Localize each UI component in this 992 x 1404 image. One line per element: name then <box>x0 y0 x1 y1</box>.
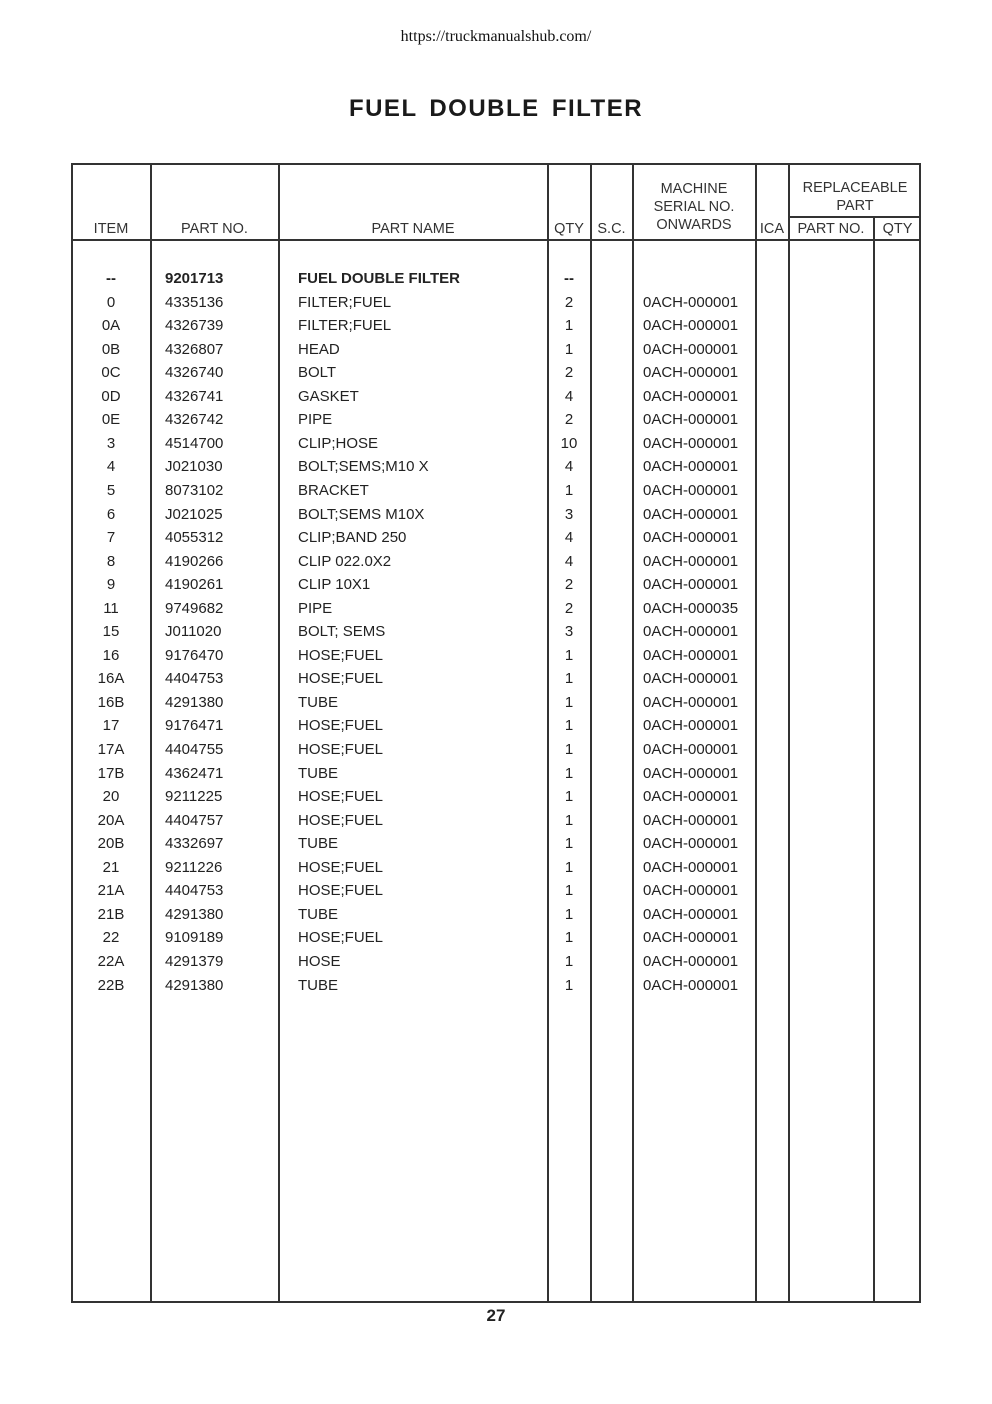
qty-cell: 1 <box>564 976 574 994</box>
page-title: FUEL DOUBLE FILTER <box>348 95 644 122</box>
serial-cell: 0ACH-000001 <box>643 976 739 994</box>
serial-cell: 0ACH-000001 <box>643 764 739 782</box>
part-name-cell: BRACKET <box>298 481 369 499</box>
table-row <box>0 600 992 622</box>
part-name-cell: BOLT; SEMS <box>298 623 386 641</box>
qty-cell: 1 <box>564 317 574 335</box>
table-row <box>0 576 992 598</box>
part-name-cell: TUBE <box>298 976 339 994</box>
part-name-cell: TUBE <box>298 835 339 853</box>
table-row <box>0 294 992 316</box>
qty-cell: 1 <box>564 858 574 876</box>
table-row <box>0 482 992 504</box>
part-name-cell: HOSE;FUEL <box>298 882 384 900</box>
part-no-cell: 4362471 <box>165 764 224 782</box>
table-row <box>0 647 992 669</box>
item-cell: 0 <box>106 293 116 311</box>
part-name-cell: FILTER;FUEL <box>298 293 392 311</box>
table-row <box>0 364 992 386</box>
serial-cell: 0ACH-000001 <box>643 458 739 476</box>
serial-cell: 0ACH-000001 <box>643 293 739 311</box>
item-cell: 11 <box>103 599 119 617</box>
qty-cell: 1 <box>564 693 574 711</box>
table-row <box>0 929 992 951</box>
table-row <box>0 458 992 480</box>
qty-cell: 1 <box>564 646 574 664</box>
item-cell: 16B <box>97 693 125 711</box>
part-name-cell: CLIP 10X1 <box>298 576 371 594</box>
serial-cell: 0ACH-000001 <box>643 552 739 570</box>
table-row <box>0 906 992 928</box>
qty-cell: 1 <box>564 764 574 782</box>
item-cell: 20 <box>102 788 120 806</box>
item-cell: 0E <box>101 411 121 429</box>
item-cell: 21 <box>102 858 120 876</box>
table-row <box>0 317 992 339</box>
table-row <box>0 270 992 292</box>
part-name-cell: HOSE;FUEL <box>298 670 384 688</box>
page-number: 27 <box>486 1306 506 1325</box>
part-no-cell: 4291380 <box>165 693 224 711</box>
header-replaceable-part-no: PART NO. <box>797 221 865 237</box>
item-cell: 22 <box>102 929 120 947</box>
item-cell: 22A <box>97 952 125 970</box>
header-item: ITEM <box>93 221 129 237</box>
qty-cell: 1 <box>564 905 574 923</box>
table-row <box>0 765 992 787</box>
part-no-cell: 9176470 <box>165 646 224 664</box>
serial-cell: 0ACH-000001 <box>643 576 739 594</box>
part-name-cell: CLIP;BAND 250 <box>298 529 407 547</box>
item-cell: 7 <box>106 529 116 547</box>
part-no-cell: 4404753 <box>165 882 224 900</box>
qty-cell: 4 <box>564 529 574 547</box>
serial-cell: 0ACH-000001 <box>643 529 739 547</box>
serial-cell: 0ACH-000001 <box>643 952 739 970</box>
serial-cell: 0ACH-000001 <box>643 340 739 358</box>
part-name-cell: BOLT;SEMS M10X <box>298 505 425 523</box>
item-cell: 22B <box>97 976 125 994</box>
part-name-cell: BOLT;SEMS;M10 X <box>298 458 429 476</box>
table-row <box>0 788 992 810</box>
part-no-cell: J021030 <box>165 458 223 476</box>
item-cell: 17 <box>102 717 120 735</box>
header-part-no: PART NO. <box>181 221 248 237</box>
serial-cell: 0ACH-000001 <box>643 788 739 806</box>
part-name-cell: HOSE;FUEL <box>298 811 384 829</box>
part-name-cell: HOSE <box>298 952 341 970</box>
serial-cell: 0ACH-000001 <box>643 434 739 452</box>
item-cell: 21B <box>97 905 125 923</box>
table-row <box>0 859 992 881</box>
part-no-cell: 4514700 <box>165 434 224 452</box>
part-name-cell: GASKET <box>298 387 359 405</box>
part-no-cell: 9211225 <box>165 788 223 806</box>
part-no-cell: J011020 <box>165 623 222 641</box>
part-no-cell: 4326739 <box>165 317 224 335</box>
item-cell: 20A <box>97 811 125 829</box>
qty-cell: 3 <box>564 505 574 523</box>
serial-cell: 0ACH-000001 <box>643 623 739 641</box>
serial-cell: 0ACH-000001 <box>643 905 739 923</box>
part-name-cell: CLIP;HOSE <box>298 434 379 452</box>
header-replaceable-line2: PART <box>836 198 874 214</box>
table-row <box>0 411 992 433</box>
qty-cell: 1 <box>564 340 574 358</box>
qty-cell: 2 <box>564 364 574 382</box>
part-no-cell: 4291379 <box>165 952 224 970</box>
item-cell: 20B <box>97 835 125 853</box>
serial-cell: 0ACH-000001 <box>643 693 739 711</box>
header-replaceable-qty: QTY <box>882 221 913 237</box>
qty-cell: 2 <box>564 576 574 594</box>
item-cell: 9 <box>106 576 116 594</box>
serial-cell: 0ACH-000001 <box>643 481 739 499</box>
serial-cell: 0ACH-000001 <box>643 741 739 758</box>
serial-cell: 0ACH-000001 <box>643 646 739 664</box>
qty-cell: 1 <box>564 835 574 853</box>
part-name-cell: HOSE;FUEL <box>298 717 384 735</box>
item-cell: 0D <box>101 387 121 405</box>
serial-cell: 0ACH-000001 <box>643 505 739 523</box>
table-row <box>0 812 992 834</box>
part-no-cell: 4190266 <box>165 552 224 570</box>
qty-cell: 1 <box>564 481 574 499</box>
serial-cell: 0ACH-000001 <box>643 717 739 735</box>
serial-cell: 0ACH-000001 <box>643 858 739 876</box>
part-name-cell: PIPE <box>298 411 333 429</box>
qty-cell: 2 <box>564 293 574 311</box>
qty-cell: 1 <box>564 952 574 970</box>
part-name-cell: HOSE;FUEL <box>298 741 384 758</box>
part-no-cell: 4404753 <box>165 670 224 688</box>
part-no-cell: 4404755 <box>165 741 224 758</box>
table-row <box>0 977 992 999</box>
qty-cell: 4 <box>564 552 574 570</box>
table-row <box>0 717 992 739</box>
qty-cell: 4 <box>564 387 574 405</box>
item-cell: 16A <box>97 670 125 688</box>
header-machine-line2: SERIAL NO. <box>653 199 735 215</box>
table-row <box>0 623 992 645</box>
header-machine-line1: MACHINE <box>660 181 728 197</box>
serial-cell: 0ACH-000001 <box>643 835 739 853</box>
table-row <box>0 953 992 975</box>
table-row <box>0 341 992 363</box>
qty-cell: 4 <box>564 458 574 476</box>
serial-cell: 0ACH-000001 <box>643 387 739 405</box>
serial-cell: 0ACH-000001 <box>643 411 739 429</box>
item-cell: 16 <box>102 646 120 664</box>
part-name-cell: FILTER;FUEL <box>298 317 392 335</box>
part-no-cell: 4190261 <box>165 576 224 594</box>
part-no-cell: 4335136 <box>165 293 224 311</box>
part-no-cell: J021025 <box>165 505 223 523</box>
part-name-cell: HOSE;FUEL <box>298 788 384 806</box>
table-row <box>0 694 992 716</box>
part-no-cell: 9201713 <box>165 270 224 287</box>
serial-cell: 0ACH-000001 <box>643 929 739 947</box>
item-cell: 4 <box>106 458 116 476</box>
item-cell: 17B <box>97 764 125 782</box>
qty-cell: 1 <box>564 788 574 806</box>
table-row <box>0 506 992 528</box>
item-cell: 0A <box>101 317 121 335</box>
item-cell: 6 <box>106 505 116 523</box>
item-cell: 0C <box>101 364 121 382</box>
part-no-cell: 4404757 <box>165 811 224 829</box>
qty-cell: -- <box>564 270 574 287</box>
table-row <box>0 835 992 857</box>
part-no-cell: 9176471 <box>165 717 224 735</box>
qty-cell: 2 <box>564 599 574 617</box>
qty-cell: 1 <box>564 811 574 829</box>
serial-cell: 0ACH-000001 <box>643 364 739 382</box>
item-cell: -- <box>106 270 116 287</box>
part-no-cell: 4055312 <box>165 529 224 547</box>
part-no-cell: 4332697 <box>165 835 224 853</box>
part-no-cell: 4326740 <box>165 364 224 382</box>
part-no-cell: 4326807 <box>165 340 224 358</box>
part-name-cell: HOSE;FUEL <box>298 858 384 876</box>
part-no-cell: 9109189 <box>165 929 224 947</box>
subheader-divider <box>788 216 921 218</box>
part-name-cell: BOLT <box>298 364 337 382</box>
qty-cell: 2 <box>564 411 574 429</box>
table-row <box>0 529 992 551</box>
part-name-cell: TUBE <box>298 905 339 923</box>
part-name-cell: HOSE;FUEL <box>298 646 384 664</box>
header-part-name: PART NAME <box>371 221 455 237</box>
part-name-cell: TUBE <box>298 764 339 782</box>
table-row <box>0 388 992 410</box>
item-cell: 21A <box>97 882 125 900</box>
item-cell: 17A <box>97 741 125 758</box>
part-no-cell: 4291380 <box>165 905 224 923</box>
header-sc: S.C. <box>597 221 626 237</box>
header-replaceable-line1: REPLACEABLE <box>802 180 908 196</box>
table-row <box>0 882 992 904</box>
table-row <box>0 670 992 692</box>
serial-cell: 0ACH-000035 <box>643 599 739 617</box>
part-name-cell: FUEL DOUBLE FILTER <box>298 270 460 287</box>
qty-cell: 1 <box>564 717 574 735</box>
part-no-cell: 4326742 <box>165 411 224 429</box>
table-row <box>0 553 992 575</box>
qty-cell: 3 <box>564 623 574 641</box>
item-cell: 5 <box>106 481 116 499</box>
part-name-cell: PIPE <box>298 599 333 617</box>
part-name-cell: TUBE <box>298 693 339 711</box>
item-cell: 3 <box>106 434 116 452</box>
qty-cell: 1 <box>564 929 574 947</box>
qty-cell: 1 <box>564 670 574 688</box>
item-cell: 0B <box>101 340 121 358</box>
part-no-cell: 8073102 <box>165 481 224 499</box>
serial-cell: 0ACH-000001 <box>643 317 739 335</box>
serial-cell: 0ACH-000001 <box>643 670 739 688</box>
part-name-cell: HEAD <box>298 340 340 358</box>
qty-cell: 1 <box>564 741 574 758</box>
part-name-cell: CLIP 022.0X2 <box>298 552 392 570</box>
header-ica: ICA <box>759 221 785 237</box>
part-no-cell: 9211226 <box>165 858 223 876</box>
part-no-cell: 4291380 <box>165 976 224 994</box>
serial-cell: 0ACH-000001 <box>643 882 739 900</box>
header-qty: QTY <box>554 221 584 237</box>
table-row <box>0 435 992 457</box>
part-name-cell: HOSE;FUEL <box>298 929 384 947</box>
serial-cell: 0ACH-000001 <box>643 811 739 829</box>
item-cell: 15 <box>102 623 120 641</box>
part-no-cell: 4326741 <box>165 387 224 405</box>
table-row <box>0 741 992 763</box>
qty-cell: 1 <box>564 882 574 900</box>
part-no-cell: 9749682 <box>165 599 224 617</box>
header-divider <box>71 239 921 241</box>
header-machine-line3: ONWARDS <box>656 217 732 233</box>
qty-cell: 10 <box>560 434 578 452</box>
item-cell: 8 <box>106 552 116 570</box>
source-url: https://truckmanualshub.com/ <box>400 28 592 45</box>
